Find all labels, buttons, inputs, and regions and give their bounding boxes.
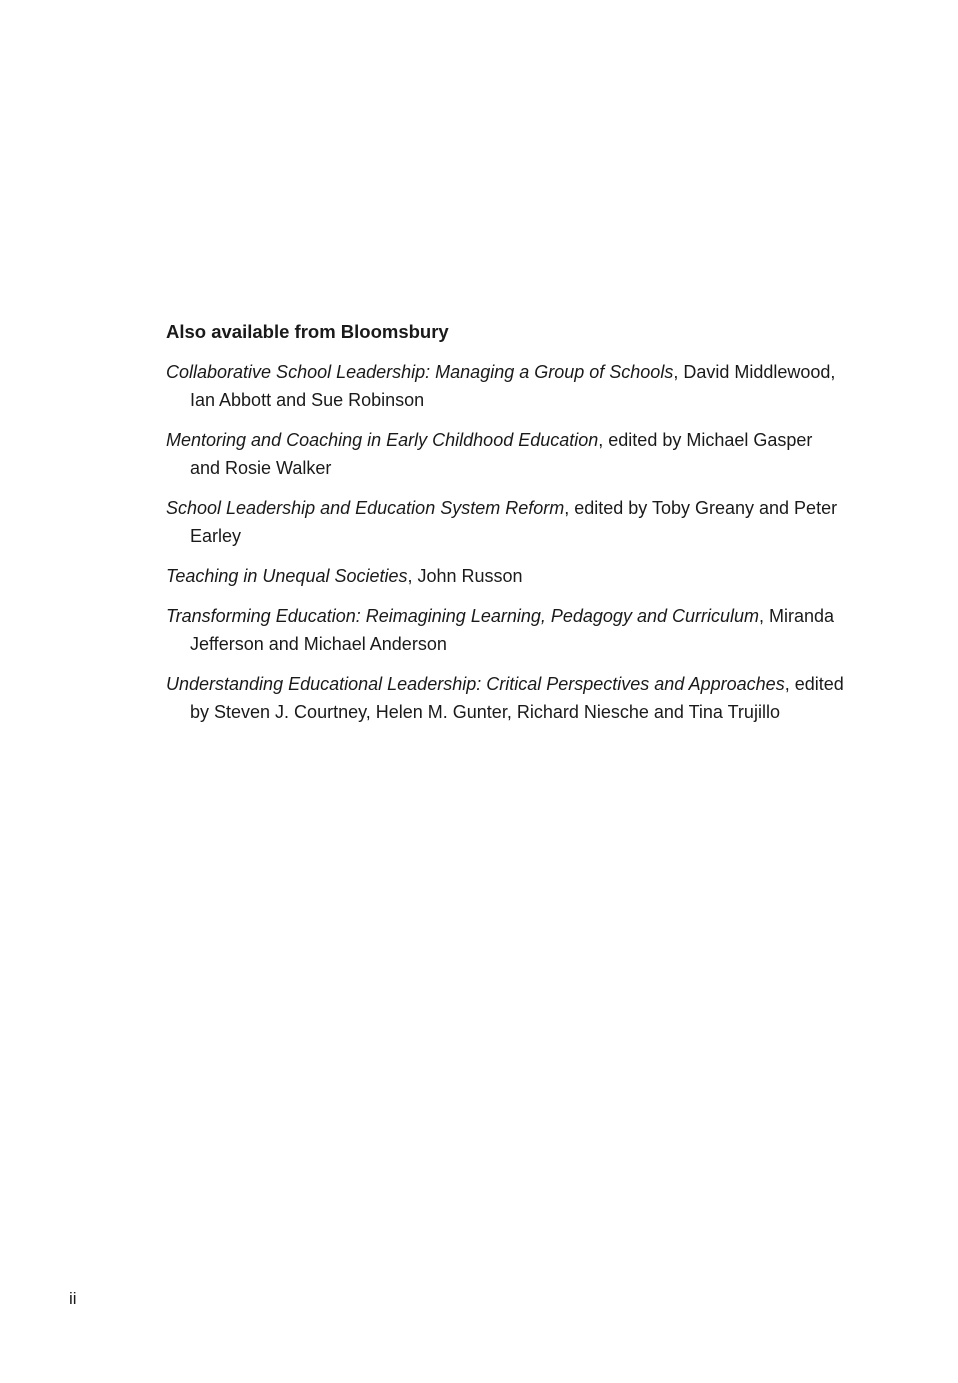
book-entry — [166, 494, 846, 550]
book-entry — [166, 562, 846, 590]
book-authors: , edited by Toby Greany and Peter Earley — [190, 498, 838, 546]
book-entry — [166, 358, 846, 414]
book-authors: , edited by Steven J. Courtney, Helen M. Gunter, Richard Niesche and Tina Trujillo — [190, 674, 844, 722]
book-authors: , John Russon — [407, 566, 523, 586]
book-title: School Leadership and Education System Reform — [166, 498, 565, 518]
book-title: Mentoring and Coaching in Early Childhood Education — [166, 430, 599, 450]
book-authors: , Miranda Jefferson and Michael Anderson — [190, 606, 835, 654]
book-entry — [166, 670, 846, 726]
book-authors: , edited by Michael Gasper and Rosie Walker — [190, 430, 813, 478]
section-heading: Also available from Bloomsbury — [166, 321, 449, 342]
book-authors: , David Middlewood, Ian Abbott and Sue Robinson — [190, 362, 836, 410]
page-number: ii — [69, 1289, 77, 1308]
book-entry — [166, 602, 846, 658]
book-entry — [166, 426, 846, 482]
also-available-list — [166, 318, 846, 738]
book-title: Teaching in Unequal Societies — [166, 566, 408, 586]
book-title: Transforming Education: Reimagining Learning, Pedagogy and Curriculum — [166, 606, 759, 626]
book-title: Collaborative School Leadership: Managing a Group of Schools — [166, 362, 674, 382]
book-title: Understanding Educational Leadership: Critical Perspectives and Approaches — [166, 674, 785, 694]
